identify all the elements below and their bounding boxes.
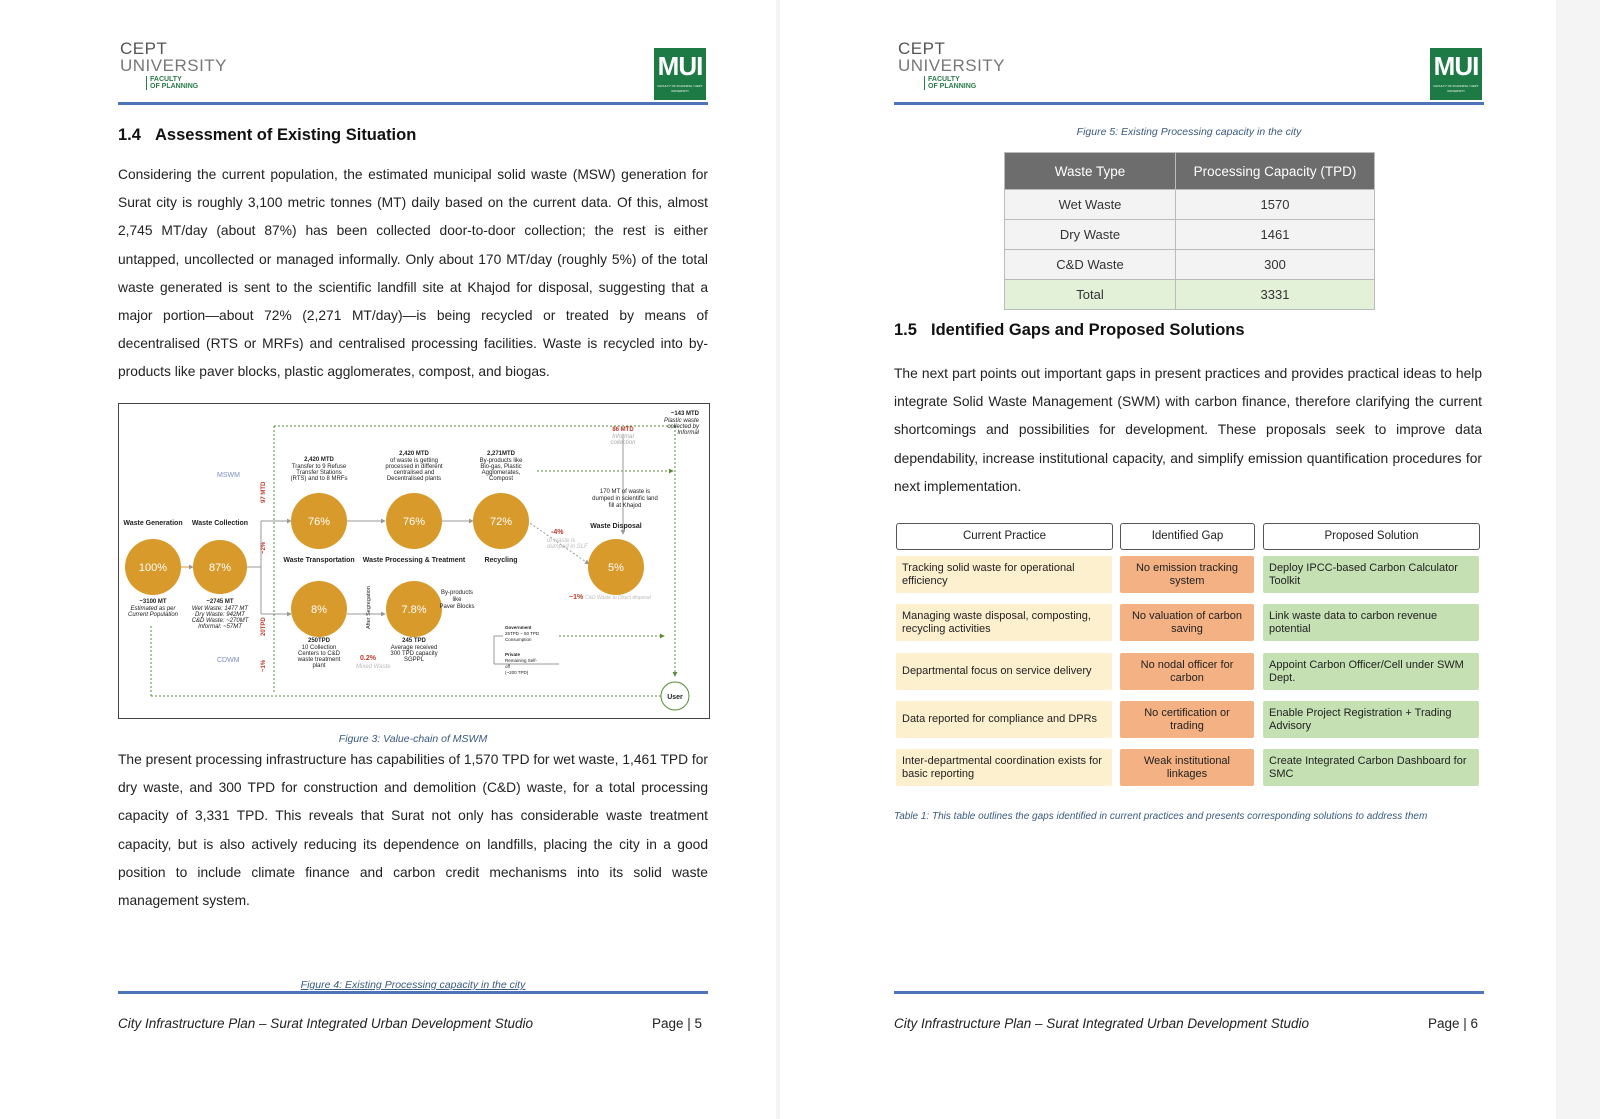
gov-note: Consumption	[505, 637, 532, 642]
generation-percent: 100%	[138, 562, 168, 574]
value-chain-figure	[118, 403, 710, 719]
current-practice-cell: Managing waste disposal, composting, recycling activities	[896, 604, 1112, 641]
table-cell: 1570	[1176, 190, 1375, 220]
pvt-note: (~200 TPD)	[505, 670, 529, 675]
mui-logo-subtext: FACULTY OF PLANNING / CEPT UNIVERSITY	[1433, 84, 1479, 93]
d-note: 170 MT of waste is	[599, 489, 651, 495]
column-header: Waste Type	[1005, 153, 1176, 190]
table-cell: 3331	[1176, 280, 1375, 310]
mswm-label: MSWM	[217, 472, 240, 479]
section-number: 1.5	[894, 321, 917, 339]
identified-gap-cell: No certification or trading	[1120, 701, 1254, 738]
processing-bottom-percent: 7.8%	[401, 604, 427, 616]
footer-rule	[894, 991, 1484, 994]
footer-rule	[118, 991, 708, 994]
p-top-note: processed in different	[385, 464, 443, 470]
logo-text: CEPT	[898, 39, 946, 58]
byproduct-note: Paver Blocks	[439, 604, 475, 610]
b-t-note: plant	[312, 663, 326, 669]
table-cell: Wet Waste	[1005, 190, 1176, 220]
b-t-note: 10 Collection	[301, 645, 337, 651]
gen-value: ~3100 MT	[139, 599, 167, 605]
logo-text: CEPT	[120, 39, 168, 58]
p-top-note: of waste is getting	[389, 458, 439, 464]
gen-title	[123, 520, 182, 527]
r-note: Bio-gas, Plastic	[480, 464, 522, 470]
p-top-note: Decentralised plants	[386, 476, 442, 482]
table-total-row	[1005, 280, 1375, 310]
r-note: Compost	[488, 476, 514, 482]
collection-percent: 87%	[208, 562, 232, 574]
table-cell: Total	[1005, 280, 1176, 310]
table-cell: 1461	[1176, 220, 1375, 250]
mui-logo	[1430, 48, 1482, 100]
gen-title-text: Waste Generation	[123, 520, 183, 527]
page-number: Page | 5	[652, 1016, 703, 1031]
column-header: Processing Capacity (TPD)	[1176, 153, 1375, 190]
current-practice-cell: Data reported for compliance and DPRs	[896, 701, 1112, 738]
section-number: 1.4	[118, 126, 141, 144]
col-note: Dry Waste: 942MT	[195, 612, 245, 618]
column-header-identified-gap: Identified Gap	[1120, 523, 1255, 550]
table-caption: Table 1: This table outlines the gaps identified in current practices and presents corresponding solutions to address them	[894, 811, 1428, 822]
logo-text: UNIVERSITY	[898, 56, 1006, 75]
gen-note: Estimated as per	[130, 606, 176, 612]
p-top-value: 2,420 MTD	[399, 451, 429, 457]
proposed-solution-cell: Appoint Carbon Officer/Cell under SWM Dept.	[1263, 653, 1479, 690]
t-top-value: 2,420 MTD	[304, 457, 334, 463]
t-top-note: Transfer to 9 Refuse	[291, 464, 347, 470]
b-p-note: 300 TPD capacity	[390, 651, 438, 657]
b-t-note: Centers to C&D	[297, 651, 341, 657]
page-number: Page | 6	[1428, 1016, 1479, 1031]
b-p-note: Average received	[390, 645, 438, 651]
b-p-note: SGPPL	[403, 657, 425, 663]
current-practice-cell: Tracking solid waste for operational efficiency	[896, 556, 1112, 593]
cept-university-logo	[898, 40, 1038, 94]
proposed-solution-cell: Deploy IPCC-based Carbon Calculator Toolkit	[1263, 556, 1479, 593]
value-chain-diagram	[119, 404, 709, 718]
b-t-note: waste treatment	[297, 657, 341, 663]
t-top-note: Transfer Stations	[296, 470, 342, 476]
processing-title: Waste Processing & Treatment	[362, 557, 466, 564]
figure-caption: Figure 4: Existing Processing capacity in the city	[300, 979, 526, 991]
figure-caption: Figure 3: Value-chain of MSWM	[338, 733, 488, 745]
col-note: C&D Waste: ~270MT	[191, 618, 249, 624]
col-title	[192, 520, 248, 527]
transport-title: Waste Transportation	[283, 557, 355, 564]
body-paragraph: The present processing infrastructure has capabilities of 1,570 TPD for wet waste, 1,461 TPD for dry waste, and 300 TPD for construction and demolition (C&D) waste, for a total processing capacity of 3,331 TPD. This reveals that Surat not only has considerable waste treatment capacity, but is also actively reducing its dependence on landfills, placing the city in a good position to include climate finance and carbon credit mechanisms into its solid waste management system.	[118, 752, 708, 909]
current-practice-cell: Departmental focus on service delivery	[896, 653, 1112, 690]
top-right-value: ~143 MTD	[670, 411, 699, 417]
r-note: Agglomerates,	[481, 470, 521, 476]
col-note: Informal: ~57MT	[198, 624, 242, 630]
minus4-label: -4%	[551, 529, 564, 536]
footer-title: City Infrastructure Plan – Surat Integrated Urban Development Studio	[118, 1016, 533, 1031]
gov-note: 25TPD – 50 TPD	[505, 631, 540, 636]
recycling-title: Recycling	[484, 557, 518, 564]
pvt-note: Remaining Self-	[505, 658, 538, 663]
logo-subtext	[146, 76, 260, 90]
cept-university-logo	[120, 40, 260, 94]
disposal-percent: 5%	[608, 562, 624, 574]
user-label: User	[667, 694, 683, 701]
cdwm-label: CDWM	[217, 657, 240, 664]
b-t-value: 250TPD	[307, 638, 331, 644]
col-value: ~2745 MT	[206, 599, 234, 605]
minus1-label: ~1%	[569, 594, 584, 601]
footer-title: City Infrastructure Plan – Surat Integrated Urban Development Studio	[894, 1016, 1309, 1031]
table-cell: 300	[1176, 250, 1375, 280]
recycling-percent: 72%	[489, 516, 513, 528]
after-seg-label: After Segregation	[366, 586, 372, 629]
d-note: fill at Khajod	[608, 503, 642, 509]
column-header-current-practice: Current Practice	[896, 523, 1113, 550]
top-right-note: collected by	[667, 424, 699, 430]
body-paragraph: Considering the current population, the estimated municipal solid waste (MSW) generation for Surat city is roughly 3,100 metric tonnes (MT) daily based on the current data. Of this, almost 2,745 MT/day (about 87%) has been collected door-to-door collection; the rest is either untapped, uncollected or managed informally. Only about 170 MT/day (roughly 5%) of the total waste generated is sent to the scientific landfill site at Khajod for disposal, suggesting that a major portion—about 72% (2,271 MT/day)—is being recycled or treated by means of decentralised (RTS or MRFs) and centralised processing facilities. Waste is recycled into by-products like paver blocks, plastic agglomerates, compost, and biogas.	[118, 167, 708, 380]
table-header-row	[1005, 153, 1375, 190]
informal-note: Informal	[612, 434, 634, 440]
table-row	[1005, 220, 1375, 250]
identified-gap-cell: No valuation of carbon saving	[1120, 604, 1254, 641]
processing-capacity-table	[1004, 152, 1375, 310]
table-cell: C&D Waste	[1005, 250, 1176, 280]
section-title: Identified Gaps and Proposed Solutions	[931, 321, 1245, 339]
minus4-note: of waste is	[547, 538, 576, 544]
logo-subtext	[924, 76, 1038, 90]
vert-97-label: 97 MTD	[261, 481, 267, 503]
gen-note: Current Population	[127, 612, 179, 618]
proposed-solution-cell: Enable Project Registration + Trading Advisory	[1263, 701, 1479, 738]
col-title-text: Waste Collection	[191, 520, 249, 527]
pvt-note: Private	[505, 652, 521, 657]
top-right-note: Informal	[677, 430, 699, 436]
current-practice-cell: Inter-departmental coordination exists for basic reporting	[896, 749, 1112, 786]
mui-logo-text: MUI	[1433, 51, 1479, 81]
logo-subtext-line: FACULTY	[150, 76, 182, 83]
vert-20-label: 20TPD	[261, 617, 267, 636]
section-heading	[118, 126, 416, 145]
logo-subtext-line: OF PLANNING	[150, 83, 199, 90]
p-top-note: centralised and	[393, 470, 435, 476]
body-paragraph: The next part points out important gaps in present practices and provides practical ideas to help integrate Solid Waste Management (SWM) with carbon finance, therefore clarifying the current shortcomings and possibilities for development. These proposals seek to improve data dependability, increase institutional capacity, and simplify emission quantification procedures for next implementation.	[894, 366, 1482, 494]
d-note: dumped in scientific land	[592, 496, 658, 502]
informal-value: 86 MTD	[612, 427, 634, 433]
identified-gap-cell: Weak institutional linkages	[1120, 749, 1254, 786]
section-title: Assessment of Existing Situation	[155, 126, 417, 144]
r-note: By-products like	[479, 458, 523, 464]
section-heading	[894, 321, 1245, 340]
table-cell: Dry Waste	[1005, 220, 1176, 250]
minus4-note: dumped in SLF	[547, 544, 588, 550]
informal-note: collection	[610, 440, 636, 446]
mui-logo-subtext: FACULTY OF PLANNING / CEPT UNIVERSITY	[657, 84, 703, 93]
r-value: 2,271MTD	[486, 451, 516, 457]
table-row	[1005, 190, 1375, 220]
mixed-note: Mixed Waste	[356, 664, 391, 670]
t-top-note: (RTS) and to 8 MRFs	[290, 476, 348, 482]
identified-gap-cell: No nodal officer for carbon	[1120, 653, 1254, 690]
proposed-solution-cell: Create Integrated Carbon Dashboard for SMC	[1263, 749, 1479, 786]
figure-caption: Figure 5: Existing Processing capacity in the city	[1076, 126, 1302, 138]
logo-subtext-line: FACULTY	[928, 76, 960, 83]
column-header-proposed-solution: Proposed Solution	[1263, 523, 1480, 550]
logo-subtext-line: OF PLANNING	[928, 83, 977, 90]
b-p-value: 245 TPD	[402, 638, 426, 644]
mui-logo	[654, 48, 706, 100]
col-note: Wet Waste: 1477 MT	[191, 606, 249, 612]
gov-note: Government	[505, 625, 532, 630]
vert-1-label: ~1%	[261, 659, 267, 672]
transport-bottom-percent: 8%	[311, 604, 327, 616]
disposal-title: Waste Disposal	[590, 523, 642, 530]
vert-2-label: ~2%	[261, 541, 267, 554]
pvt-note: off	[505, 664, 510, 669]
mixed-pct: 0.2%	[360, 655, 376, 662]
table-row	[1005, 250, 1375, 280]
byproduct-note: like	[452, 597, 462, 603]
transport-top-percent: 76%	[307, 516, 331, 528]
minus1-note: - C&D Waste to Direct disposal	[582, 595, 651, 601]
header-rule	[118, 102, 708, 105]
processing-top-percent: 76%	[402, 516, 426, 528]
proposed-solution-cell: Link waste data to carbon revenue potential	[1263, 604, 1479, 641]
identified-gap-cell: No emission tracking system	[1120, 556, 1254, 593]
logo-text: UNIVERSITY	[120, 56, 228, 75]
byproduct-note: By-products	[440, 590, 474, 596]
top-right-note: Plastic waste	[663, 418, 699, 424]
mui-logo-text: MUI	[657, 51, 703, 81]
header-rule	[894, 102, 1484, 105]
page-5	[0, 0, 776, 1119]
